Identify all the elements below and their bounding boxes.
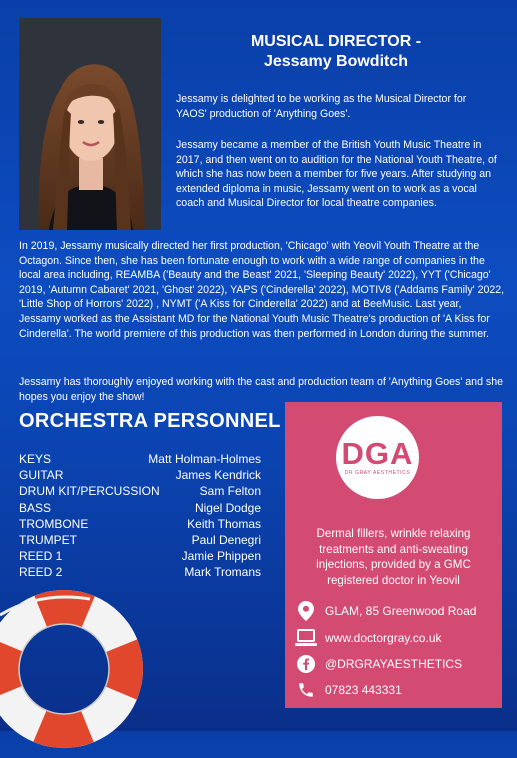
role-label: KEYS xyxy=(19,452,52,466)
logo-sub-text: DR GRAY AESTHETICS xyxy=(344,470,411,476)
ad-description: Dermal fillers, wrinkle relaxing treatments and anti-sweating injections, provided by a GMC registered doctor in Yeovil xyxy=(316,527,471,587)
life-ring-decoration xyxy=(0,585,148,753)
facebook-icon xyxy=(295,653,317,675)
role-label: TRUMPET xyxy=(19,533,77,548)
ad-social[interactable]: @DRGRAYAESTHETICS xyxy=(325,657,463,671)
laptop-icon xyxy=(295,627,317,649)
role-label: TROMBONE xyxy=(19,516,89,531)
roster-row xyxy=(19,451,261,467)
dga-advert xyxy=(285,402,502,708)
roster-row xyxy=(19,500,261,516)
orchestra-heading: ORCHESTRA PERSONNEL xyxy=(19,410,281,432)
title-line-2: Jessamy Bowditch xyxy=(263,53,409,70)
ad-website-row xyxy=(295,627,442,649)
ad-address-row xyxy=(295,600,476,622)
roster-row xyxy=(19,467,261,483)
orchestra-roster xyxy=(19,451,261,581)
ad-phone-row xyxy=(295,679,402,701)
member-name: Nigel Dodge xyxy=(194,500,261,515)
ad-social-row xyxy=(295,653,462,675)
bio-paragraph-1: Jessamy is delighted to be working as the Musical Director for YAOS' production of 'Anything Goes'. xyxy=(176,93,467,120)
role-label: BASS xyxy=(19,500,52,515)
member-name: Jamie Phippen xyxy=(181,549,261,564)
location-pin-icon xyxy=(295,600,317,622)
member-name: Keith Thomas xyxy=(187,516,261,531)
roster-row xyxy=(19,516,261,532)
roster-row xyxy=(19,532,261,548)
member-name: James Kendrick xyxy=(175,468,261,483)
role-label: DRUM KIT/PERCUSSION xyxy=(19,484,160,499)
dga-logo xyxy=(336,416,419,499)
member-name: Matt Holman-Holmes xyxy=(148,452,261,466)
member-name: Mark Tromans xyxy=(184,565,261,580)
bio-paragraph-2: Jessamy became a member of the British Youth Music Theatre in 2017, and then went on to audition for the National Youth Theatre, of which she has now been a member for five years. After studying an extended diploma in music, Jessamy went on to work as a vocal coach and Musical Director for local theatre companies. xyxy=(176,139,497,210)
role-label: REED 2 xyxy=(19,565,63,580)
portrait-illustration xyxy=(19,18,161,230)
ad-phone[interactable]: 07823 443331 xyxy=(325,683,402,697)
phone-icon xyxy=(295,679,317,701)
bio-paragraph-4: Jessamy has thoroughly enjoyed working with the cast and production team of 'Anything Goes' and she hopes you enjoy the show! xyxy=(19,376,503,403)
ad-website[interactable]: www.doctorgray.co.uk xyxy=(325,631,442,645)
portrait-photo xyxy=(19,18,161,230)
member-name: Paul Denegri xyxy=(191,533,261,548)
roster-row xyxy=(19,564,261,580)
role-label: GUITAR xyxy=(19,468,64,483)
roster-row xyxy=(19,548,261,564)
ad-address: GLAM, 85 Greenwood Road xyxy=(325,604,477,618)
member-name: Sam Felton xyxy=(199,484,261,499)
roster-row xyxy=(19,483,261,499)
page-title xyxy=(176,32,496,72)
bio-paragraph-3: In 2019, Jessamy musically directed her first production, 'Chicago' with Yeovil Youth Theatre at the Octagon. Since then, she has been fortunate enough to work with a wide range of companies in the local area including, REAMBA ('Beauty and the Beast' 2021, 'Sleeping Beauty' 2022), YYT ('Chicago' 2019, 'Autumn Cabaret' 2021, 'Ghost' 2022), YAPS ('Cinderella' 2022), MOTIV8 ('Addams Family' 2022, 'Little Shop of Horrors' 2022) , NYMT ('A Kiss for Cinderella' 2022) and at BeeMusic. Last year, Jessamy worked as the Assistant MD for the National Youth Music Theatre's production of 'A Kiss for Cinderella'. The world premiere of this production was then performed in London during the summer. xyxy=(19,240,505,340)
logo-main-text: DGA xyxy=(341,436,414,471)
role-label: REED 1 xyxy=(19,549,63,564)
title-line-1: MUSICAL DIRECTOR - xyxy=(250,33,422,50)
